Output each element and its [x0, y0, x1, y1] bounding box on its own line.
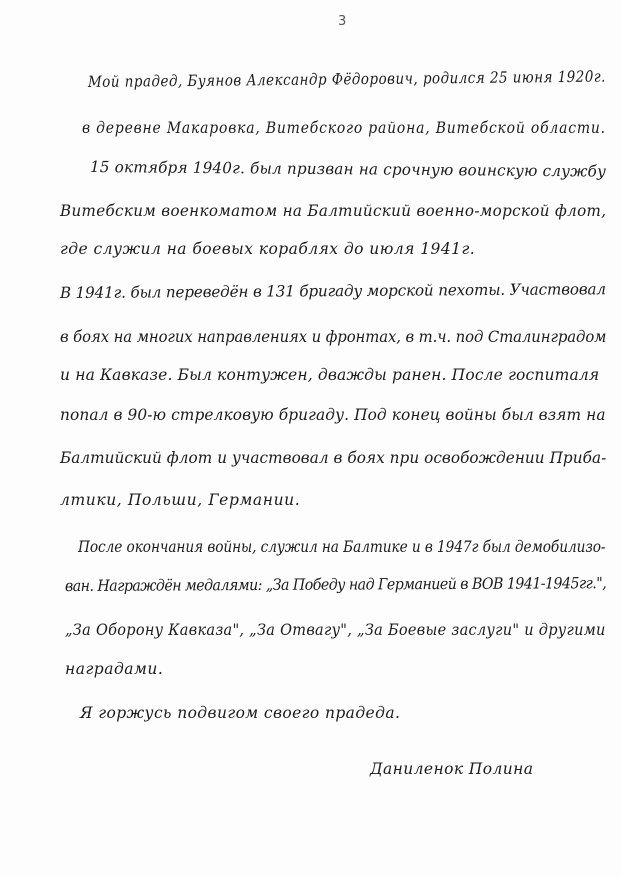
text-line: В 1941г. был переведён в 131 бригаду морской пехоты. Участвовал [59, 280, 606, 302]
text-line: в деревне Макаровка, Витебского района, Витебской области. [82, 119, 606, 137]
text-line: 15 октября 1940г. был призван на срочную воинскую службу [89, 158, 607, 181]
text-line: Я горжусь подвигом своего прадеда. [80, 704, 401, 722]
page-number-mark: 3 [338, 14, 347, 29]
text-line: Мой прадед, Буянов Александр Фёдорович, родился 25 июня 1920г. [87, 67, 606, 91]
text-line: наградами. [65, 660, 164, 678]
text-line: где служил на боевых кораблях до июля 1941г. [60, 240, 476, 258]
text-line: Балтийский флот и участвовал в боях при освобождении Приба- [60, 449, 607, 467]
text-line: и на Кавказе. Был контужен, дважды ранен. После госпиталя [60, 366, 600, 384]
text-line: попал в 90-ю стрелковую бригаду. Под конец войны был взят на [60, 406, 606, 424]
text-line: „За Оборону Кавказа", „За Отвагу", „За Боевые заслуги" и другими [65, 621, 606, 639]
text-line: После окончания войны, служил на Балтике и в 1947г был демобилизо- [78, 538, 606, 556]
text-line: Витебским военкоматом на Балтийский военно-морской флот, [60, 202, 607, 220]
signature: Даниленок Полина [370, 760, 534, 778]
text-line: лтики, Польши, Германии. [60, 491, 301, 509]
text-line: в боях на многих направлениях и фронтах, в т.ч. под Сталинградом [60, 328, 607, 346]
text-line: ван. Награждён медалями: „За Победу над Германией в ВОВ 1941-1945гг.", [64, 574, 607, 595]
